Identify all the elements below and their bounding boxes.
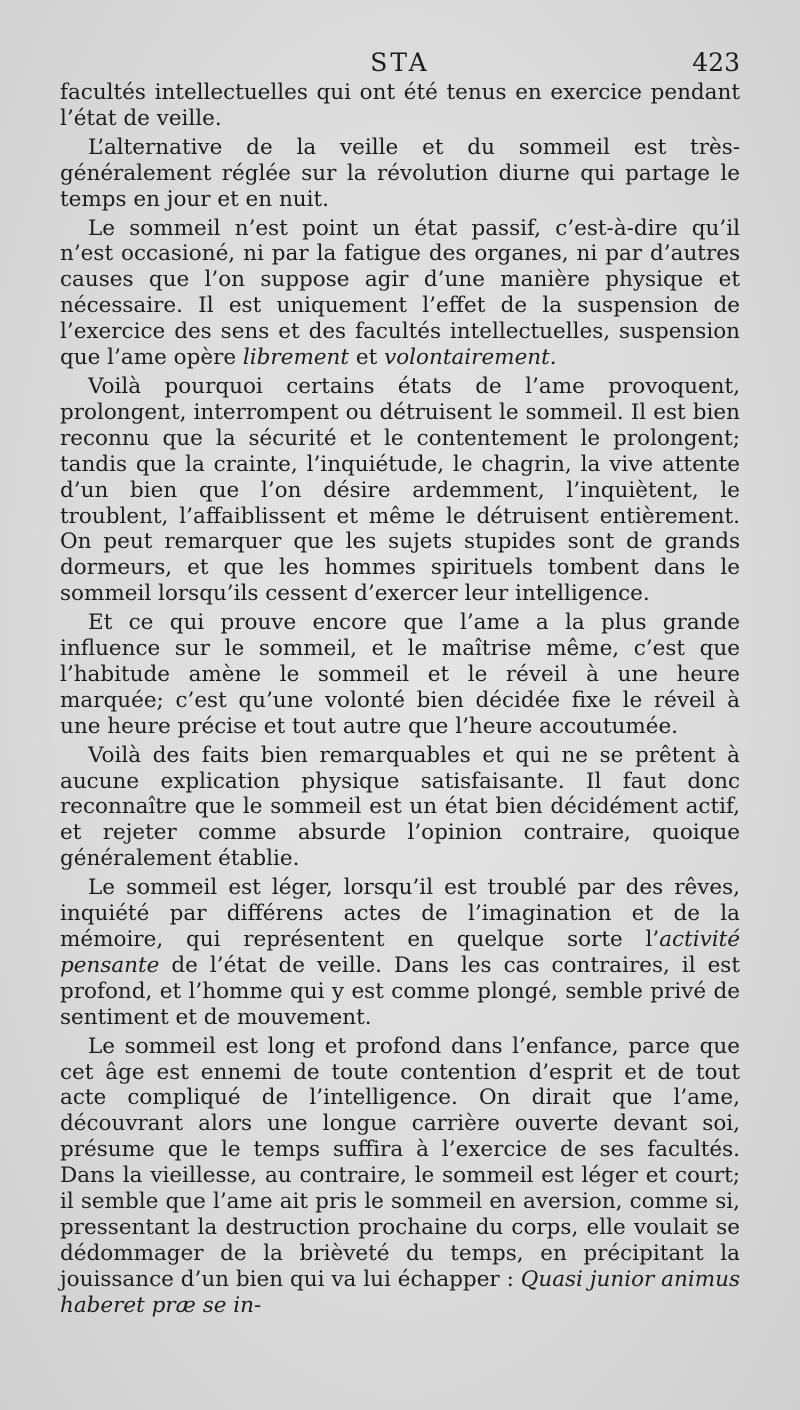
paragraph [60,216,740,371]
text-run: Voilà pourquoi certains états de l’ame provoquent, prolongent, interrompent ou détruisent le sommeil. Il est bien reconnu que la sécurité et le contentement le prolongent; tandis que la crainte, l’inquiétude, le chagrin, la vive attente d’un bien que l’on désire ardemment, l’inquiètent, le troublent, l’affaiblissent et même le détruisent entièrement. On peut remarquer que les sujets stupides sont de grands dormeurs, et que les hommes spirituels tombent dans le sommeil lorsqu’ils cessent d’exercer leur intelligence. [60,373,740,607]
text-run: Le sommeil est long et profond dans l’enfance, parce que cet âge est ennemi de toute contention d’esprit et de tout acte compliqué de l’intelligence. On dirait que l’ame, découvrant alors une longue carrière ouverte devant soi, présume que le temps suffira à l’exercice de ses facultés. Dans la vieillesse, au contraire, le sommeil est léger et court; il semble que l’ame ait pris le sommeil en aversion, comme si, pressentant la destruction prochaine du corps, elle voulait se dédommager de la brièveté du temps, en précipitant la jouissance d’un bien qui va lui échapper : [60,1033,740,1292]
text-run: facultés intellectuelles qui ont été tenus en exercice pendant l’état de veille. [60,80,740,131]
paragraph [60,875,740,1030]
italic-text: activité pensante [60,927,740,978]
paragraph [60,135,740,213]
running-title: STA [370,48,430,77]
text-run: et [349,345,385,371]
italic-text: Quasi junior animus haberet præ se in- [60,1266,740,1318]
paragraph [60,1034,740,1319]
text-run: Et ce qui prouve encore que l’ame a la plus grande influence sur le sommeil, et le maîtrise même, c’est que l’habitude amène le sommeil et le réveil à une heure marquée; c’est qu’une volonté bien décidée fixe le réveil à une heure précise et tout autre que l’heure accoutumée. [60,610,740,739]
paragraph [60,610,740,740]
italic-text: librement [242,345,350,371]
page-number: 423 [692,48,740,77]
paragraph [60,374,740,607]
text-run: Le sommeil n’est point un état passif, c’est-à-dire qu’il n’est occasioné, ni par la fatigue des organes, ni par d’autres causes que l’on suppose agir d’une manière physique et nécessaire. Il est uniquement l’effet de la suspension de l’exercice des sens et des facultés intellectuelles, suspension que l’ame opère [60,215,740,371]
running-header [60,48,740,82]
text-run: Voilà des faits bien remarquables et qui ne se prêtent à aucune explication physique satisfaisante. Il faut donc reconnaître que le sommeil est un état bien décidément actif, et rejeter comme absurde l’opinion contraire, quoique généralement établie. [60,742,740,872]
paragraph [60,80,740,132]
text-run: L’alternative de la veille et du sommeil est très-généralement réglée sur la révolution diurne qui partage le temps en jour et en nuit. [60,134,740,212]
italic-text: volontairement. [384,345,557,371]
body-text [60,80,740,1319]
paragraph [60,743,740,873]
text-run: de l’état de veille. Dans les cas contraires, il est profond, et l’homme qui y est comme plongé, semble privé de sentiment et de mouvement. [60,952,740,1030]
text-run: Le sommeil est léger, lorsqu’il est troublé par des rêves, inquiété par différens actes de l’imagination et de la mémoire, qui représentent en quelque sorte l’ [60,875,740,952]
